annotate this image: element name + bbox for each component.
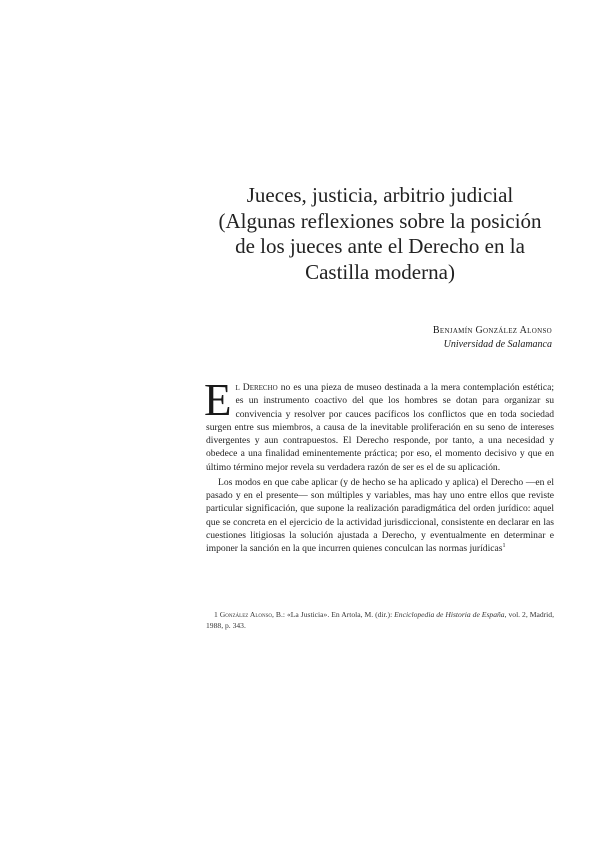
footnote-text-a: , B.: «La Justicia». En Artola, M. (dir.): (272, 610, 393, 619)
paragraph-2 (206, 476, 554, 556)
article-title (180, 183, 580, 285)
author-name: Benjamín González Alonso (432, 325, 552, 336)
footnote-text-b: , vol. 2, Madrid, 1988, p. 343. (206, 610, 554, 630)
paragraph-1-text: no es una pieza de museo destinada a la mera contemplación estética; es un instrumento coactivo del que los hombres se dotan para organizar su convivencia y resolver por cauces pacíficos los conflictos que en toda sociedad surgen entre sus miembros, a causa de la inevitable proliferación en su seno de intereses divergentes y aun contrapuestos. El Derecho responde, por tanto, a una necesidad y obedece a una finalidad eminentemente práctica; por eso, el momento decisivo y que en último término mejor revela su verdadera razón de ser es el de su aplicación. (206, 382, 555, 473)
paragraph-1 (204, 375, 555, 474)
author-affiliation: Universidad de Salamanca (443, 339, 552, 350)
footnote-number: 1 (214, 610, 218, 619)
footnote (206, 610, 554, 631)
paragraph-2-text: Los modos en que cabe aplicar (y de hecho se ha aplicado y aplica) el Derecho —en el pasado y en el presente— son múltiples y variables, mas hay uno entre ellos que reviste particular significación, que supone la realización paradigmática del orden jurídico: aquel que se concreta en el ejercicio de la actividad jurisdiccional, consistente en declarar en las cuestiones litigiosas la solución ajustada a Derecho, y eventualmente en determinar e imponer la sanción en la que incurren quienes conculcan las normas jurídicas (206, 476, 554, 554)
author-block (433, 324, 552, 352)
footnote-author: González Alonso (219, 610, 273, 619)
article-body (204, 375, 555, 555)
footnote-source: Enciclopedia de Historia de España (394, 610, 505, 619)
title-line-2: (Algunas reflexiones sobre la posición (218, 208, 542, 233)
title-line-3: de los jueces ante el Derecho en la (235, 234, 525, 258)
footnote-reference[interactable]: 1 (502, 542, 506, 549)
title-line-4: Castilla moderna) (305, 259, 455, 284)
title-line-1: Jueces, justicia, arbitrio judicial (246, 183, 514, 207)
drop-cap: E (204, 375, 232, 425)
lead-in: l Derecho (235, 382, 278, 393)
